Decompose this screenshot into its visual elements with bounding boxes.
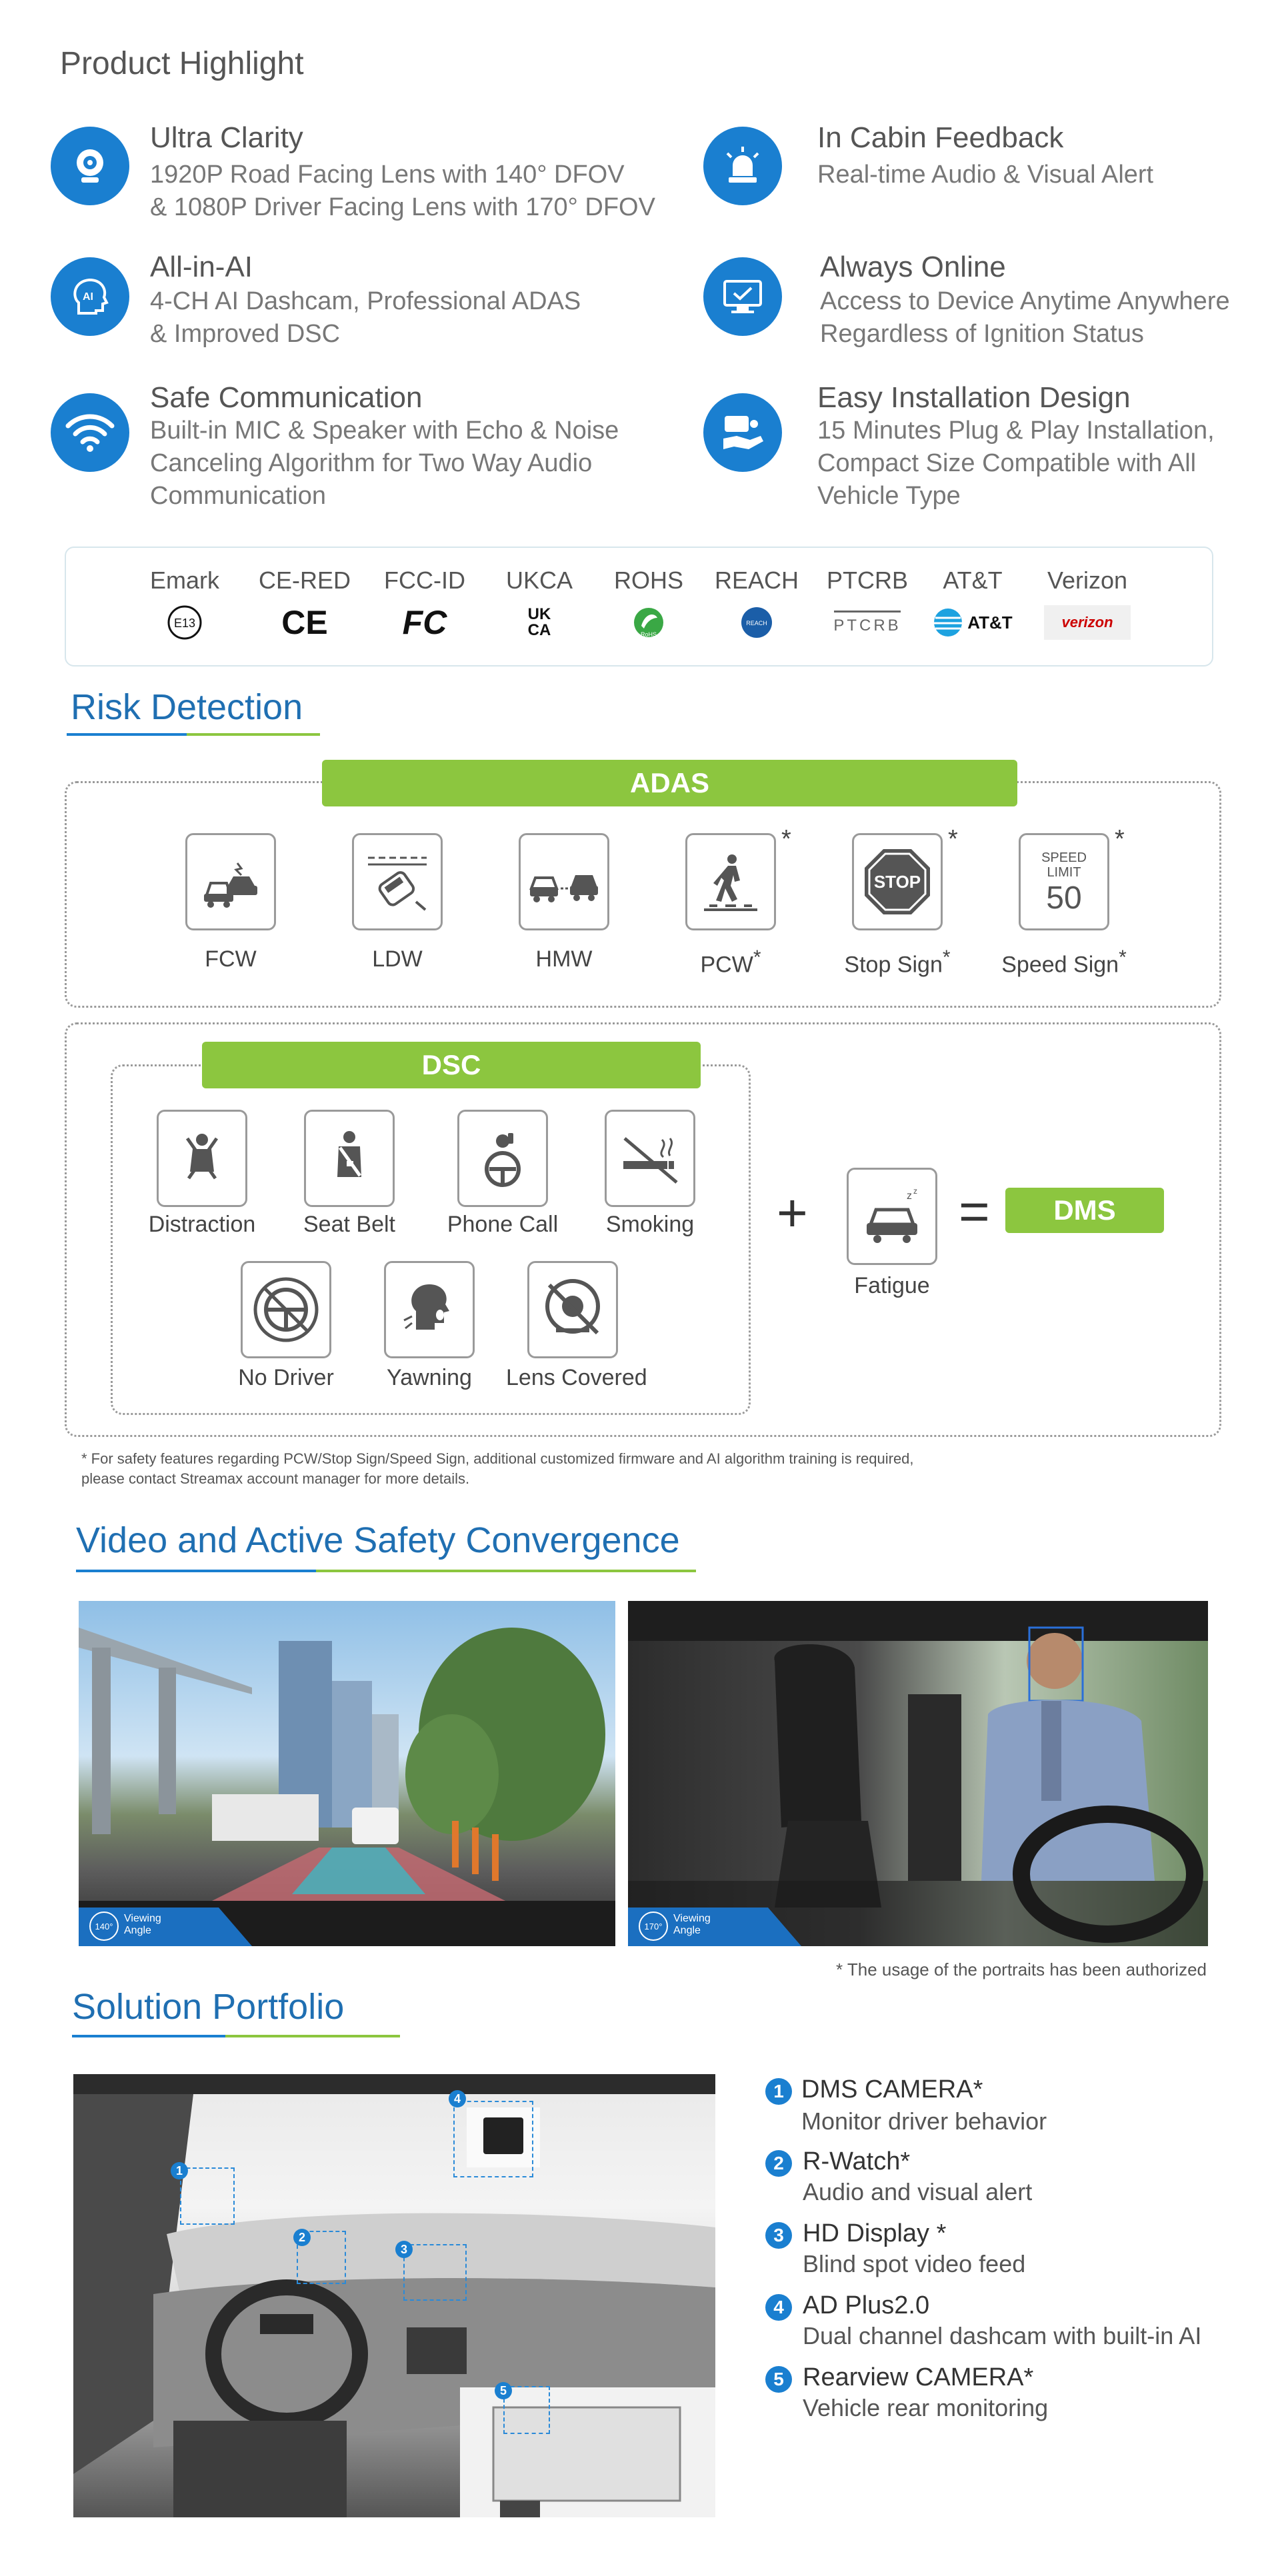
portfolio-number: 1 xyxy=(765,2078,792,2105)
svg-text:STOP: STOP xyxy=(873,872,921,892)
title-underline xyxy=(316,1570,696,1572)
fatigue-icon xyxy=(847,1168,937,1265)
svg-text:LIMIT: LIMIT xyxy=(1047,865,1081,880)
cert-ukca: UKCA UK CA xyxy=(479,567,599,641)
plus-sign: + xyxy=(777,1183,808,1242)
feature-heading: Ultra Clarity xyxy=(150,121,303,154)
section-title-video: Video and Active Safety Convergence xyxy=(76,1520,680,1560)
portfolio-number: 4 xyxy=(765,2294,792,2321)
seat-belt-icon xyxy=(304,1110,395,1207)
dms-camera-marker xyxy=(180,2167,235,2225)
dsc-label-seat-belt: Seat Belt xyxy=(303,1212,395,1237)
page-title: Product Highlight xyxy=(60,46,304,81)
hd-display-marker xyxy=(403,2244,467,2301)
adas-label-hmw: HMW xyxy=(535,946,593,972)
feature-heading: All-in-AI xyxy=(150,251,253,283)
portfolio-item-heading: AD Plus2.0 xyxy=(803,2291,930,2319)
no-driver-icon xyxy=(241,1261,331,1358)
ce-logo-icon: CE xyxy=(281,604,328,641)
dsc-label-distraction: Distraction xyxy=(148,1212,256,1237)
title-underline xyxy=(67,733,187,736)
portfolio-item-desc: Blind spot video feed xyxy=(803,2250,1026,2277)
feature-heading: In Cabin Feedback xyxy=(817,121,1064,154)
ad-plus-marker xyxy=(453,2101,533,2177)
fcc-logo-icon: FC xyxy=(402,604,447,641)
section-title-risk: Risk Detection xyxy=(71,687,303,727)
portfolio-item-heading: R-Watch* xyxy=(803,2147,911,2175)
cert-reach: REACH REACH xyxy=(697,567,817,641)
cert-ce-red: CE-RED CE xyxy=(245,567,365,641)
cert-ptcrb: PTCRB PTCRB xyxy=(807,567,927,641)
feature-desc: Real-time Audio & Visual Alert xyxy=(817,161,1154,189)
marker-3-badge: 3 xyxy=(395,2241,413,2258)
att-logo-icon: AT&T xyxy=(913,604,1033,641)
dms-badge: DMS xyxy=(1005,1188,1164,1233)
ukca-logo-icon: UK CA xyxy=(527,605,551,639)
viewing-angle-label: Viewing Angle xyxy=(124,1913,161,1936)
dsc-label-phone-call: Phone Call xyxy=(447,1212,559,1237)
install-hand-icon xyxy=(703,393,782,472)
portfolio-item-desc: Dual channel dashcam with built-in AI xyxy=(803,2322,1202,2349)
availability-star: * xyxy=(1115,825,1125,853)
cert-rohs: ROHS RoHS xyxy=(589,567,709,641)
risk-footnote: * For safety features regarding PCW/Stop Sign/Speed Sign, additional customized firmware and AI algorithm training is required, please contact Streamax account manager for more details. xyxy=(81,1450,914,1487)
portfolio-number: 5 xyxy=(765,2366,792,2393)
portfolio-item-desc: Monitor driver behavior xyxy=(801,2107,1047,2135)
lens-covered-icon xyxy=(527,1261,618,1358)
portfolio-item-desc: Vehicle rear monitoring xyxy=(803,2394,1049,2421)
lane-departure-icon xyxy=(352,833,443,930)
cert-emark: Emark E13 xyxy=(125,567,245,641)
viewing-angle-badge: 140° xyxy=(89,1912,119,1941)
equals-sign: = xyxy=(959,1182,990,1241)
adas-label-fcw: FCW xyxy=(205,946,257,972)
feature-desc: 4-CH AI Dashcam, Professional ADAS & Improved DSC xyxy=(150,287,581,348)
availability-star: * xyxy=(948,825,958,853)
feature-desc: Built-in MIC & Speaker with Echo & Noise Canceling Algorithm for Two Way Audio Communication xyxy=(150,417,619,510)
marker-5-badge: 5 xyxy=(495,2382,512,2399)
viewing-angle-label: Viewing Angle xyxy=(673,1913,711,1936)
svg-text:RoHS: RoHS xyxy=(640,631,657,638)
smoking-icon xyxy=(605,1110,695,1207)
svg-text:z: z xyxy=(913,1186,917,1196)
truck-cabin-image xyxy=(73,2074,715,2517)
dsc-label-no-driver: No Driver xyxy=(238,1365,334,1390)
portrait-note: * The usage of the portraits has been authorized xyxy=(836,1959,1207,1979)
portfolio-number: 3 xyxy=(765,2222,792,2249)
certification-bar xyxy=(65,547,1213,666)
feature-heading: Easy Installation Design xyxy=(817,381,1131,414)
pedestrian-icon xyxy=(685,833,776,930)
reach-logo-icon xyxy=(697,604,817,641)
svg-text:E13: E13 xyxy=(173,617,196,630)
dsc-label-yawning: Yawning xyxy=(387,1365,472,1390)
forward-collision-icon xyxy=(185,833,276,930)
dsc-header: DSC xyxy=(202,1042,701,1088)
adas-label-ldw: LDW xyxy=(372,946,423,972)
ai-head-icon xyxy=(51,257,129,336)
fatigue-label: Fatigue xyxy=(854,1273,930,1298)
svg-text:SPEED: SPEED xyxy=(1041,850,1087,865)
adas-header: ADAS xyxy=(322,760,1017,806)
feature-desc: Access to Device Anytime Anywhere Regardless of Ignition Status xyxy=(820,287,1230,348)
headway-monitoring-icon xyxy=(519,833,609,930)
portfolio-number: 2 xyxy=(765,2150,792,2177)
title-underline xyxy=(225,2035,400,2037)
marker-1-badge: 1 xyxy=(171,2162,188,2179)
title-underline xyxy=(72,2035,225,2037)
title-underline xyxy=(76,1570,316,1572)
marker-4-badge: 4 xyxy=(449,2090,466,2107)
ptcrb-logo-icon: PTCRB xyxy=(807,604,927,641)
phone-call-icon xyxy=(457,1110,548,1207)
portfolio-item-heading: DMS CAMERA* xyxy=(801,2075,983,2103)
road-facing-view-image xyxy=(79,1601,615,1946)
feature-desc: 1920P Road Facing Lens with 140° DFOV & 1080P Driver Facing Lens with 170° DFOV xyxy=(150,161,655,221)
portfolio-item-desc: Audio and visual alert xyxy=(803,2178,1033,2205)
verizon-logo-icon: verizon xyxy=(1027,604,1147,641)
svg-text:AI: AI xyxy=(83,291,93,303)
emark-logo-icon xyxy=(125,604,245,641)
speed-limit-icon xyxy=(1019,833,1109,930)
camera-icon xyxy=(51,127,129,205)
feature-desc: 15 Minutes Plug & Play Installation, Compact Size Compatible with All Vehicle Type xyxy=(817,417,1215,510)
alarm-light-icon xyxy=(703,127,782,205)
availability-star: * xyxy=(781,825,791,853)
adas-label-pcw: PCW* xyxy=(700,946,761,978)
feature-heading: Safe Communication xyxy=(150,381,423,414)
yawning-icon xyxy=(384,1261,475,1358)
svg-text:REACH: REACH xyxy=(746,620,767,627)
title-underline xyxy=(187,733,320,736)
portfolio-item-heading: HD Display * xyxy=(803,2219,947,2247)
dsc-label-smoking: Smoking xyxy=(605,1212,695,1237)
driver-facing-view-image xyxy=(628,1601,1208,1946)
stop-sign-icon xyxy=(852,833,943,930)
adas-label-speed-sign: Speed Sign* xyxy=(1001,946,1127,978)
marker-2-badge: 2 xyxy=(293,2229,311,2246)
cert-verizon: Verizon verizon xyxy=(1027,567,1147,641)
section-title-portfolio: Solution Portfolio xyxy=(72,1987,345,2027)
svg-text:50: 50 xyxy=(1046,880,1082,916)
cert-att: AT&T AT&T xyxy=(913,567,1033,641)
svg-text:z: z xyxy=(907,1190,912,1202)
rohs-logo-icon xyxy=(589,604,709,641)
viewing-angle-badge: 170° xyxy=(639,1912,668,1941)
adas-label-stop-sign: Stop Sign* xyxy=(844,946,951,978)
monitor-check-icon xyxy=(703,257,782,336)
feature-heading: Always Online xyxy=(820,251,1006,283)
distraction-icon xyxy=(157,1110,247,1207)
portfolio-item-heading: Rearview CAMERA* xyxy=(803,2363,1034,2391)
wifi-icon xyxy=(51,393,129,472)
dsc-label-lens-covered: Lens Covered xyxy=(506,1365,647,1390)
cert-fcc-id: FCC-ID FC xyxy=(365,567,485,641)
